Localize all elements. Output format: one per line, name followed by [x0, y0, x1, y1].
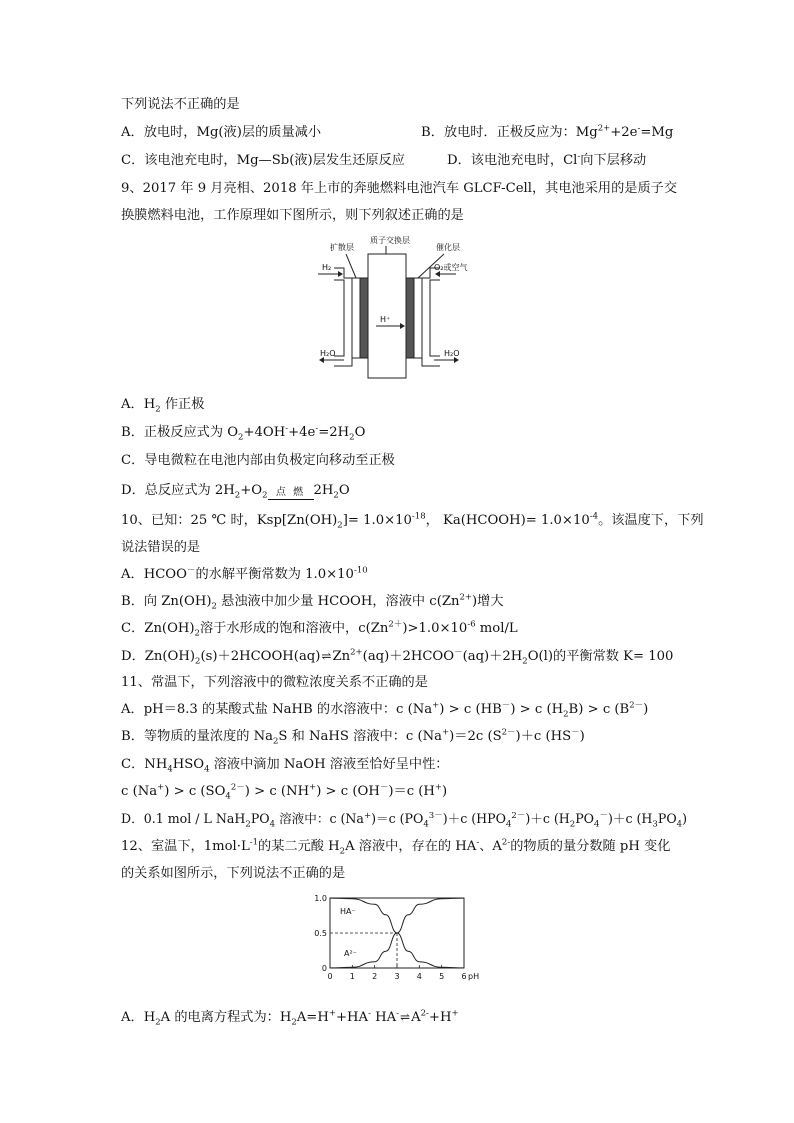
- x-axis-label: pH: [468, 972, 480, 981]
- q8-option-d: D．该电池充电时，Cl-向下层移动: [447, 151, 647, 168]
- x-tick-label: 4: [416, 972, 422, 981]
- y-tick-label: 0: [321, 964, 327, 973]
- q12-stem-line2: 的关系如图所示，下列说法不正确的是: [121, 866, 346, 881]
- q10-stem-line2: 说法错误的是: [121, 540, 201, 555]
- series-label-1: A²⁻: [344, 949, 357, 958]
- q9-stem-line2: 换膜燃料电池，工作原理如下图所示，则下列叙述正确的是: [121, 208, 464, 223]
- q9-option-c: C．导电微粒在电池内部由负极定向移动至正极: [121, 453, 395, 468]
- left-catalyst-layer: [360, 278, 368, 358]
- q10-option-b: B．向 $Zn(OH)_2$ 悬浊液中加少量 HCOOH，溶液中 $c(Zn^{2+})$增大: [121, 592, 504, 612]
- fuel-cell-diagram: [316, 232, 496, 384]
- label-h2o-left: H₂O: [320, 349, 336, 358]
- q9-option-b: B．正极反应式为 $O_2+4OH^-+4e^-=2H_2O$: [121, 423, 366, 443]
- series-label-0: HA⁻: [340, 907, 356, 916]
- q11-stem: 11、常温下，下列溶液中的微粒浓度关系不正确的是: [121, 675, 428, 690]
- x-tick-label: 1: [349, 972, 355, 981]
- equilibrium-arrow-icon: ⇌: [400, 1010, 411, 1024]
- q10-option-d: D．$Zn(OH)_2(s)+2HCOOH(aq)\rightleftharpoons Zn^{2+}(aq)+2HCOO^-(aq)+2H_2O(l)$的平衡常数 K= 100: [121, 647, 674, 667]
- fraction-vs-ph-chart: [300, 888, 500, 992]
- left-diffusion-layer: [352, 278, 360, 358]
- q11-option-d: D．0.1 mol / L $NaH_2PO_4$ 溶液中：c (Na+)＝c $(PO_4^{3-})+c$ $(HPO_4^{2-})+c$ $(H_2PO_4^-)+c$ $(H_3PO_4)$: [121, 810, 687, 830]
- label-h2o-right: H₂O: [444, 349, 460, 358]
- label-o2: O₂或空气: [434, 263, 468, 272]
- x-tick-label: 6: [461, 972, 467, 981]
- q9-option-d: D．总反应式为 $2H_2+O_2$ 点 燃 $2H_2O$: [121, 483, 350, 501]
- x-tick-label: 2: [372, 972, 378, 981]
- q8-option-b: B．放电时．正极反应为：$Mg^{2+}+2e^-=Mg$: [421, 123, 674, 140]
- q8-option-c: C．该电池充电时，Mg—Sb(液)层发生还原反应: [121, 153, 405, 168]
- q11-option-b: B．等物质的量浓度的 $Na_2S$ 和 NaHS 溶液中：c (Na+)＝2c $(S^{2-})+c$ (HS－): [121, 727, 585, 747]
- y-tick-label: 1.0: [314, 894, 327, 903]
- label-membrane: 质子交换层: [370, 236, 410, 245]
- right-diffusion-layer: [414, 278, 422, 358]
- q8-option-a: A．放电时，Mg(液)层的质量减小: [121, 125, 322, 140]
- right-catalyst-layer: [406, 278, 414, 358]
- reaction-condition: 点 燃: [268, 488, 314, 500]
- equilibrium-arrow-icon: ⇌: [321, 649, 332, 663]
- q12-option-a: A．$H_2A$ 的电离方程式为：$H_2A=H^++HA^-$ $HA^-\rightleftharpoons A^{2-}+H^+$: [121, 1008, 459, 1028]
- x-tick-label: 3: [394, 972, 400, 981]
- q11-option-a: A．pH＝8.3 的某酸式盐 NaHB 的水溶液中：c (Na+) > c (HB－) > c $(H_2B) > c$ $(B^{2-})$: [121, 700, 649, 720]
- q8-stem: 下列说法不正确的是: [121, 97, 240, 112]
- label-diffusion: 扩散层: [330, 243, 354, 252]
- q9-stem-line1: 9、2017 年 9 月亮相、2018 年上市的奔驰燃料电池汽车 GLCF-Cell，其电池采用的是质子交: [121, 181, 678, 196]
- label-hplus: H⁺: [380, 315, 391, 324]
- q11-option-c-line1: C．$NH_4HSO_4$ 溶液中滴加 NaOH 溶液至恰好呈中性：: [121, 757, 449, 775]
- x-tick-label: 5: [439, 972, 445, 981]
- q12-stem-line1: 12、室温下，$1mol\cdot L^{-1}$的某二元酸 $H_2A$ 溶液中，存在的 HA-、$A^{2-}$的物质的量分数随 pH 变化: [121, 837, 671, 857]
- q9-option-a: A．$H_2$ 作正极: [121, 397, 205, 415]
- x-tick-label: 0: [327, 972, 333, 981]
- q10-option-a: A．HCOO－的水解平衡常数为 $1.0\times 10^{-10}$: [121, 565, 368, 582]
- q10-option-c: C．$Zn(OH)_2$溶于水形成的饱和溶液中，$c(Zn^{2+})>1.0\times 10^{-6}$ mol/L: [121, 619, 518, 639]
- label-catalyst: 催化层: [436, 243, 460, 252]
- q11-option-c-line2: c (Na+) > c $(SO_4^{2-}) > c$ (NH+) > c (OH－)＝c (H+): [121, 782, 448, 802]
- label-h2: H₂: [322, 263, 332, 272]
- y-tick-label: 0.5: [314, 929, 327, 938]
- q10-stem-line1: 10、已知：25 ℃ 时，$Ksp[Zn(OH)_2]= 1.0\times 10^{-18}$， Ka(HCOOH)= $1.0\times 10^{-4}$。该温度下，下列: [121, 511, 704, 531]
